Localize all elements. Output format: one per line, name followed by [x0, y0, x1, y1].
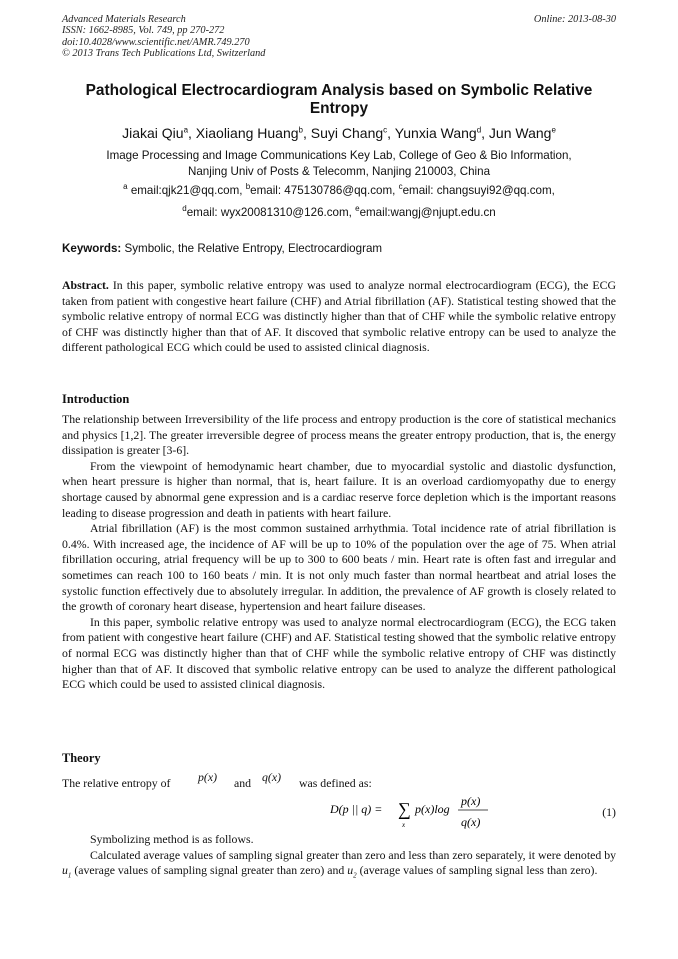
affiliation-line: Nanjing Univ of Posts & Telecomm, Nanjing 210003, China — [187, 165, 491, 178]
equation-1 — [330, 795, 620, 835]
equation-lhs: D(p || q) = — [330, 802, 383, 816]
section-heading-introduction: Introduction — [62, 392, 130, 406]
email-a: email:qjk21@qq.com, — [130, 184, 243, 197]
keywords — [62, 241, 616, 256]
equation-term: p(x)log — [415, 802, 450, 816]
journal-name: Advanced Materials Research — [62, 14, 186, 25]
author-name: Jiakai Qiu — [122, 125, 184, 141]
u2-base: u — [347, 863, 354, 878]
theory-definition-line — [62, 770, 616, 791]
abstract — [62, 278, 616, 356]
email-mark: b — [245, 182, 251, 192]
author-name: Jun Wang — [488, 125, 552, 141]
q-of-x: q(x) — [262, 770, 281, 784]
email-e: email:wangj@njupt.edu.cn — [359, 206, 496, 219]
paragraph: The relationship between Irreversibility of the life process and entropy production is the core of statistical mechanics and physics [1,2]. The greater irreversible degree of process means the greater entropy production, that is, the energy dissipation is greater [3-6]. — [62, 412, 616, 458]
email-mark: a — [123, 182, 128, 192]
author-name: Xiaoliang Huang — [195, 125, 299, 141]
paragraph: From the viewpoint of hemodynamic heart chamber, due to myocardial systolic and diastolic dysfunction, when heart pressure is higher than normal, that is, heart failure. It is an overload cardiomyopathy due to energy shortage caused by abnormal gene expression and is a cardiac reserve force depletion which is the important reasons leading to disease progression and death in patients with heart failure. — [62, 458, 616, 520]
paragraph — [62, 848, 616, 885]
equation-number: (1) — [602, 805, 616, 819]
email-mark: d — [182, 204, 187, 214]
author-name: Yunxia Wang — [394, 125, 477, 141]
paragraph: Symbolizing method is as follows. — [90, 832, 254, 846]
fraction-denominator: q(x) — [461, 815, 481, 829]
email-mark: e — [355, 204, 360, 214]
u2-subscript: 2 — [353, 871, 357, 880]
paper-title: Pathological Electrocardiogram Analysis based on Symbolic Relative Entropy — [85, 82, 593, 117]
calc-text: Calculated average values of sampling signal greater than zero and less than zero separately, it were denoted by — [90, 847, 616, 862]
symbolizing-section — [62, 832, 616, 884]
defined-text: was defined as: — [299, 776, 372, 790]
section-heading-theory: Theory — [62, 751, 101, 765]
author-list: Jiakai Qiu$^a$, Xiaoliang Huang$^b$, Suyi Chang$^c$, Yunxia Wang$^d$, Jun Wang$^e$ — [122, 125, 556, 141]
p-of-x: p(x) — [198, 770, 217, 784]
email-c: email: changsuyi92@qq.com, — [402, 184, 555, 197]
paragraph: Atrial fibrillation (AF) is the most common sustained arrhythmia. Total incidence rate of atrial fibrillation is 0.4%. With increased age, the incidence of AF will be up to 10% of the population over the age of 75. When atrial fibrillation occuring, atrial frequency will be up to 300 to 600 beats / min. Heart rate is often fast and irregular and sometimes can reach 100 to 160 beats / min. It is not only much faster than normal heartbeat and atrial loses the systolic function effectively due to absolutely irregular. In addition, the prevalence of AF growth is closely related to the growth of coronary heart disease, hypertension and heart failure diseases. — [62, 521, 616, 614]
paragraph: In this paper, symbolic relative entropy was used to analyze normal electrocardiogram (ECG), the ECG taken from patient with congestive heart failure (CHF) and AF. Statistical testing showed that the symbolic relative entropy of normal ECG was distinctly higher than that of CHF while the symbolic relative entropy of CHF was distinctly higher than that of AF. It discoved that symbolic relative entropy can be used to analyze the different pathological ECG which could be used to assisted clinical diagnosis. — [62, 614, 616, 692]
email-line — [62, 205, 616, 221]
u2-symbol — [347, 863, 357, 880]
affiliation — [62, 148, 616, 180]
u1-subscript: 1 — [67, 871, 72, 880]
u1-base: u — [62, 863, 68, 878]
journal-header — [62, 14, 616, 60]
author-mark: e — [551, 125, 556, 135]
email-d: email: wyx20081310@126.com, — [186, 206, 352, 219]
abstract-label: Abstract. — [62, 278, 109, 292]
introduction-body — [62, 412, 616, 693]
calc-text: (average values of sampling signal greater than zero) and — [74, 863, 345, 878]
theory-intro-text: The relative entropy of — [62, 776, 171, 790]
fraction-numerator: p(x) — [461, 795, 481, 808]
journal-issn: ISSN: 1662-8985, Vol. 749, pp 270-272 — [62, 25, 225, 37]
abstract-text: In this paper, symbolic relative entropy was used to analyze normal electrocardiogram (ECG), the ECG taken from patient with congestive heart failure (CHF) and Atrial fibrillation (AF). Statistical testing showed that the symbolic relative entropy of normal ECG was distinctly higher than that of CHF while the symbolic relative entropy of CHF was distinctly higher than that of AF. It discoved that symbolic relative entropy can be used to analyze the different pathological ECG which could be used to assisted clinical diagnosis. — [62, 278, 617, 355]
sum-index: x — [402, 821, 406, 829]
email-b: email: 475130786@qq.com, — [250, 184, 396, 197]
calc-text: (average values of sampling signal less than zero). — [359, 863, 598, 878]
journal-copyright: © 2013 Trans Tech Publications Ltd, Switzerland — [62, 48, 266, 60]
keywords-text: Symbolic, the Relative Entropy, Electrocardiogram — [124, 242, 383, 255]
affiliation-line: Image Processing and Image Communications Key Lab, College of Geo & Bio Information, — [106, 149, 572, 162]
email-line — [62, 183, 616, 199]
author-mark: d — [476, 125, 482, 135]
and-text: and — [234, 776, 252, 790]
author-mark: a — [183, 125, 189, 135]
journal-doi: doi:10.4028/www.scientific.net/AMR.749.270 — [62, 36, 250, 48]
email-mark: c — [398, 182, 403, 192]
author-name: Suyi Chang — [310, 125, 384, 141]
u1-symbol — [62, 863, 72, 880]
keywords-label: Keywords: — [62, 242, 122, 255]
equation-graphic — [330, 795, 620, 835]
author-mark: c — [383, 125, 388, 135]
sum-symbol: ∑ — [398, 799, 411, 819]
online-date: Online: 2013-08-30 — [533, 14, 616, 25]
author-mark: b — [298, 125, 303, 135]
